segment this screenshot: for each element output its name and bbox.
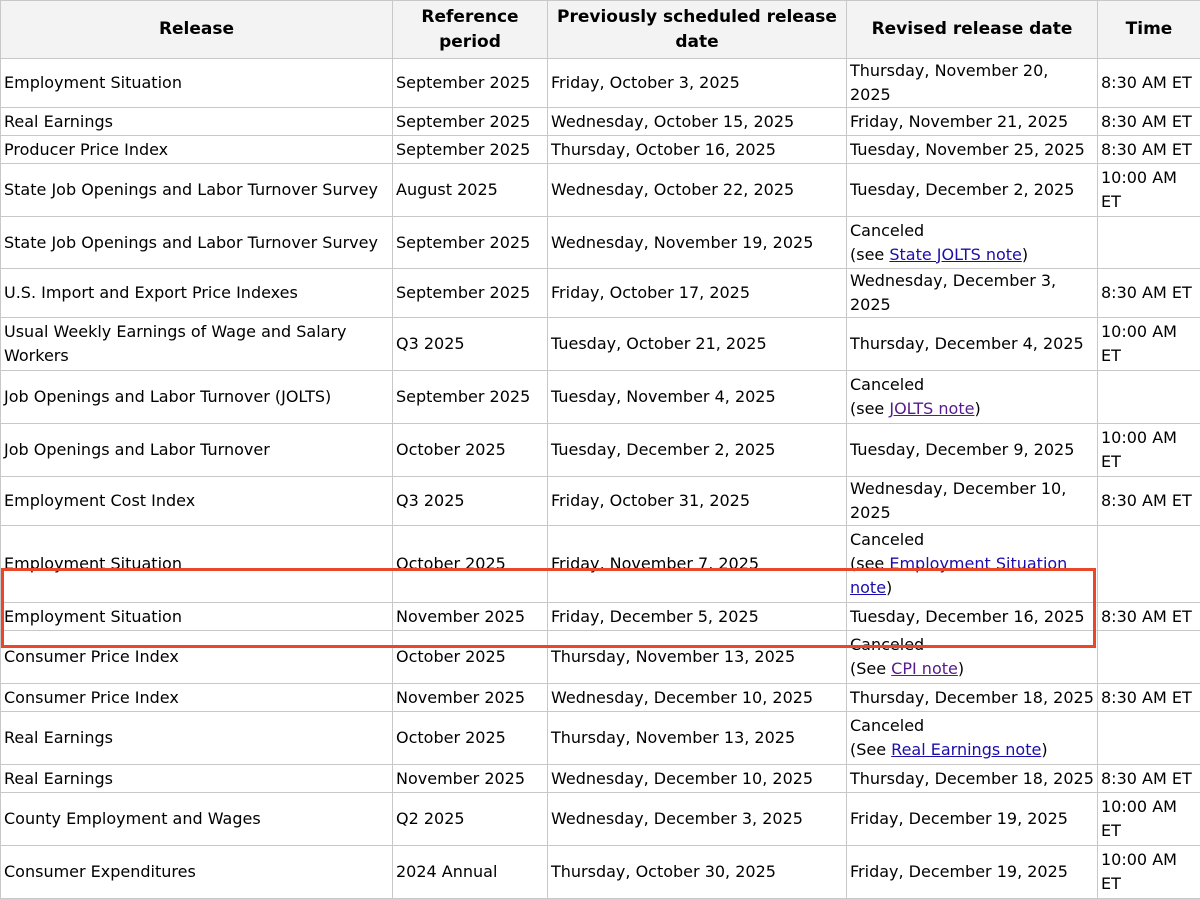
time-cell: 8:30 AM ET [1098, 684, 1200, 712]
revised-date-cell: Tuesday, November 25, 2025 [847, 136, 1098, 164]
release-cell: Usual Weekly Earnings of Wage and Salary Workers [1, 318, 393, 371]
release-cell: Real Earnings [1, 108, 393, 136]
reference-period-cell: September 2025 [393, 59, 548, 108]
previous-date-cell: Friday, October 3, 2025 [548, 59, 847, 108]
release-cell: Producer Price Index [1, 136, 393, 164]
table-row [1, 846, 1200, 899]
note-suffix: ) [1022, 245, 1028, 264]
revised-date-cell: Friday, December 19, 2025 [847, 793, 1098, 846]
time-cell: 8:30 AM ET [1098, 603, 1200, 631]
note-prefix: (see [850, 399, 889, 418]
canceled-label: Canceled [850, 530, 924, 549]
reference-period-cell: Q2 2025 [393, 793, 548, 846]
table-row [1, 217, 1200, 269]
note-prefix: (See [850, 740, 891, 759]
reference-period-cell: September 2025 [393, 108, 548, 136]
previous-date-cell: Tuesday, October 21, 2025 [548, 318, 847, 371]
time-cell: 10:00 AM ET [1098, 846, 1200, 899]
note-prefix: (See [850, 659, 891, 678]
revised-date-cell [847, 526, 1098, 603]
time-cell: 8:30 AM ET [1098, 765, 1200, 793]
table-row [1, 684, 1200, 712]
revised-date-cell: Wednesday, December 3, 2025 [847, 269, 1098, 318]
previous-date-cell: Wednesday, December 3, 2025 [548, 793, 847, 846]
revised-date-cell: Friday, December 19, 2025 [847, 846, 1098, 899]
previous-date-cell: Friday, October 31, 2025 [548, 477, 847, 526]
column-header-reference-period: Reference period [393, 1, 548, 59]
column-header-previous-date: Previously scheduled release date [548, 1, 847, 59]
table-row [1, 424, 1200, 477]
reference-period-cell: September 2025 [393, 136, 548, 164]
time-cell: 10:00 AM ET [1098, 164, 1200, 217]
previous-date-cell: Thursday, November 13, 2025 [548, 631, 847, 684]
release-cell: County Employment and Wages [1, 793, 393, 846]
reference-period-cell: October 2025 [393, 424, 548, 477]
time-cell: 8:30 AM ET [1098, 59, 1200, 108]
reference-period-cell: September 2025 [393, 371, 548, 424]
previous-date-cell: Wednesday, October 15, 2025 [548, 108, 847, 136]
time-cell: 8:30 AM ET [1098, 477, 1200, 526]
previous-date-cell: Thursday, November 13, 2025 [548, 712, 847, 765]
release-cell: Real Earnings [1, 765, 393, 793]
time-cell: 8:30 AM ET [1098, 269, 1200, 318]
time-cell [1098, 631, 1200, 684]
reference-period-cell: Q3 2025 [393, 477, 548, 526]
release-cell: Employment Situation [1, 59, 393, 108]
table-row [1, 371, 1200, 424]
revised-date-cell: Wednesday, December 10, 2025 [847, 477, 1098, 526]
table-row [1, 164, 1200, 217]
revised-date-cell: Thursday, December 4, 2025 [847, 318, 1098, 371]
canceled-label: Canceled [850, 716, 924, 735]
table-row [1, 712, 1200, 765]
revised-date-cell [847, 217, 1098, 269]
time-cell [1098, 371, 1200, 424]
release-cell: Job Openings and Labor Turnover (JOLTS) [1, 371, 393, 424]
revised-date-cell [847, 371, 1098, 424]
table-row [1, 631, 1200, 684]
time-cell [1098, 712, 1200, 765]
table-row [1, 318, 1200, 371]
release-cell: State Job Openings and Labor Turnover Survey [1, 164, 393, 217]
release-cell: State Job Openings and Labor Turnover Survey [1, 217, 393, 269]
note-link[interactable]: Real Earnings note [891, 740, 1041, 759]
reference-period-cell: Q3 2025 [393, 318, 548, 371]
canceled-label: Canceled [850, 221, 924, 240]
reference-period-cell: September 2025 [393, 217, 548, 269]
revised-date-cell [847, 631, 1098, 684]
canceled-label: Canceled [850, 375, 924, 394]
reference-period-cell: August 2025 [393, 164, 548, 217]
note-link[interactable]: State JOLTS note [889, 245, 1022, 264]
reference-period-cell: November 2025 [393, 765, 548, 793]
time-cell [1098, 526, 1200, 603]
previous-date-cell: Wednesday, December 10, 2025 [548, 684, 847, 712]
note-suffix: ) [886, 578, 892, 597]
reference-period-cell: October 2025 [393, 631, 548, 684]
revised-date-cell: Tuesday, December 16, 2025 [847, 603, 1098, 631]
column-header-revised-date: Revised release date [847, 1, 1098, 59]
previous-date-cell: Thursday, October 30, 2025 [548, 846, 847, 899]
revised-date-cell: Tuesday, December 9, 2025 [847, 424, 1098, 477]
note-suffix: ) [1041, 740, 1047, 759]
revised-date-cell: Thursday, December 18, 2025 [847, 765, 1098, 793]
release-cell: Employment Situation [1, 526, 393, 603]
column-header-release: Release [1, 1, 393, 59]
time-cell [1098, 217, 1200, 269]
table-row [1, 526, 1200, 603]
reference-period-cell: November 2025 [393, 684, 548, 712]
release-cell: Real Earnings [1, 712, 393, 765]
revised-date-cell: Tuesday, December 2, 2025 [847, 164, 1098, 217]
note-suffix: ) [958, 659, 964, 678]
previous-date-cell: Friday, November 7, 2025 [548, 526, 847, 603]
note-link[interactable]: JOLTS note [889, 399, 974, 418]
time-cell: 10:00 AM ET [1098, 318, 1200, 371]
reference-period-cell: 2024 Annual [393, 846, 548, 899]
reference-period-cell: October 2025 [393, 712, 548, 765]
revised-date-cell: Friday, November 21, 2025 [847, 108, 1098, 136]
revised-date-cell: Thursday, December 18, 2025 [847, 684, 1098, 712]
table-body [1, 59, 1200, 899]
table-row [1, 136, 1200, 164]
previous-date-cell: Friday, December 5, 2025 [548, 603, 847, 631]
reference-period-cell: November 2025 [393, 603, 548, 631]
table-row [1, 108, 1200, 136]
note-suffix: ) [974, 399, 980, 418]
note-prefix: (see [850, 245, 889, 264]
column-header-time: Time [1098, 1, 1200, 59]
revised-date-cell [847, 712, 1098, 765]
previous-date-cell: Friday, October 17, 2025 [548, 269, 847, 318]
previous-date-cell: Tuesday, December 2, 2025 [548, 424, 847, 477]
time-cell: 10:00 AM ET [1098, 793, 1200, 846]
canceled-label: Canceled [850, 635, 924, 654]
previous-date-cell: Tuesday, November 4, 2025 [548, 371, 847, 424]
note-link[interactable]: Employment Situation note [850, 554, 1067, 597]
revised-date-cell: Thursday, November 20, 2025 [847, 59, 1098, 108]
previous-date-cell: Wednesday, November 19, 2025 [548, 217, 847, 269]
release-cell: Job Openings and Labor Turnover [1, 424, 393, 477]
previous-date-cell: Wednesday, December 10, 2025 [548, 765, 847, 793]
header-row [1, 1, 1200, 59]
time-cell: 10:00 AM ET [1098, 424, 1200, 477]
release-cell: Employment Cost Index [1, 477, 393, 526]
note-link[interactable]: CPI note [891, 659, 958, 678]
reference-period-cell: September 2025 [393, 269, 548, 318]
release-cell: Consumer Price Index [1, 631, 393, 684]
previous-date-cell: Wednesday, October 22, 2025 [548, 164, 847, 217]
table-row [1, 477, 1200, 526]
time-cell: 8:30 AM ET [1098, 108, 1200, 136]
previous-date-cell: Thursday, October 16, 2025 [548, 136, 847, 164]
time-cell: 8:30 AM ET [1098, 136, 1200, 164]
release-cell: Consumer Price Index [1, 684, 393, 712]
note-prefix: (see [850, 554, 889, 573]
reference-period-cell: October 2025 [393, 526, 548, 603]
release-cell: Consumer Expenditures [1, 846, 393, 899]
release-cell: Employment Situation [1, 603, 393, 631]
table-row [1, 59, 1200, 108]
table-row [1, 603, 1200, 631]
table-row [1, 269, 1200, 318]
table-row [1, 765, 1200, 793]
release-cell: U.S. Import and Export Price Indexes [1, 269, 393, 318]
